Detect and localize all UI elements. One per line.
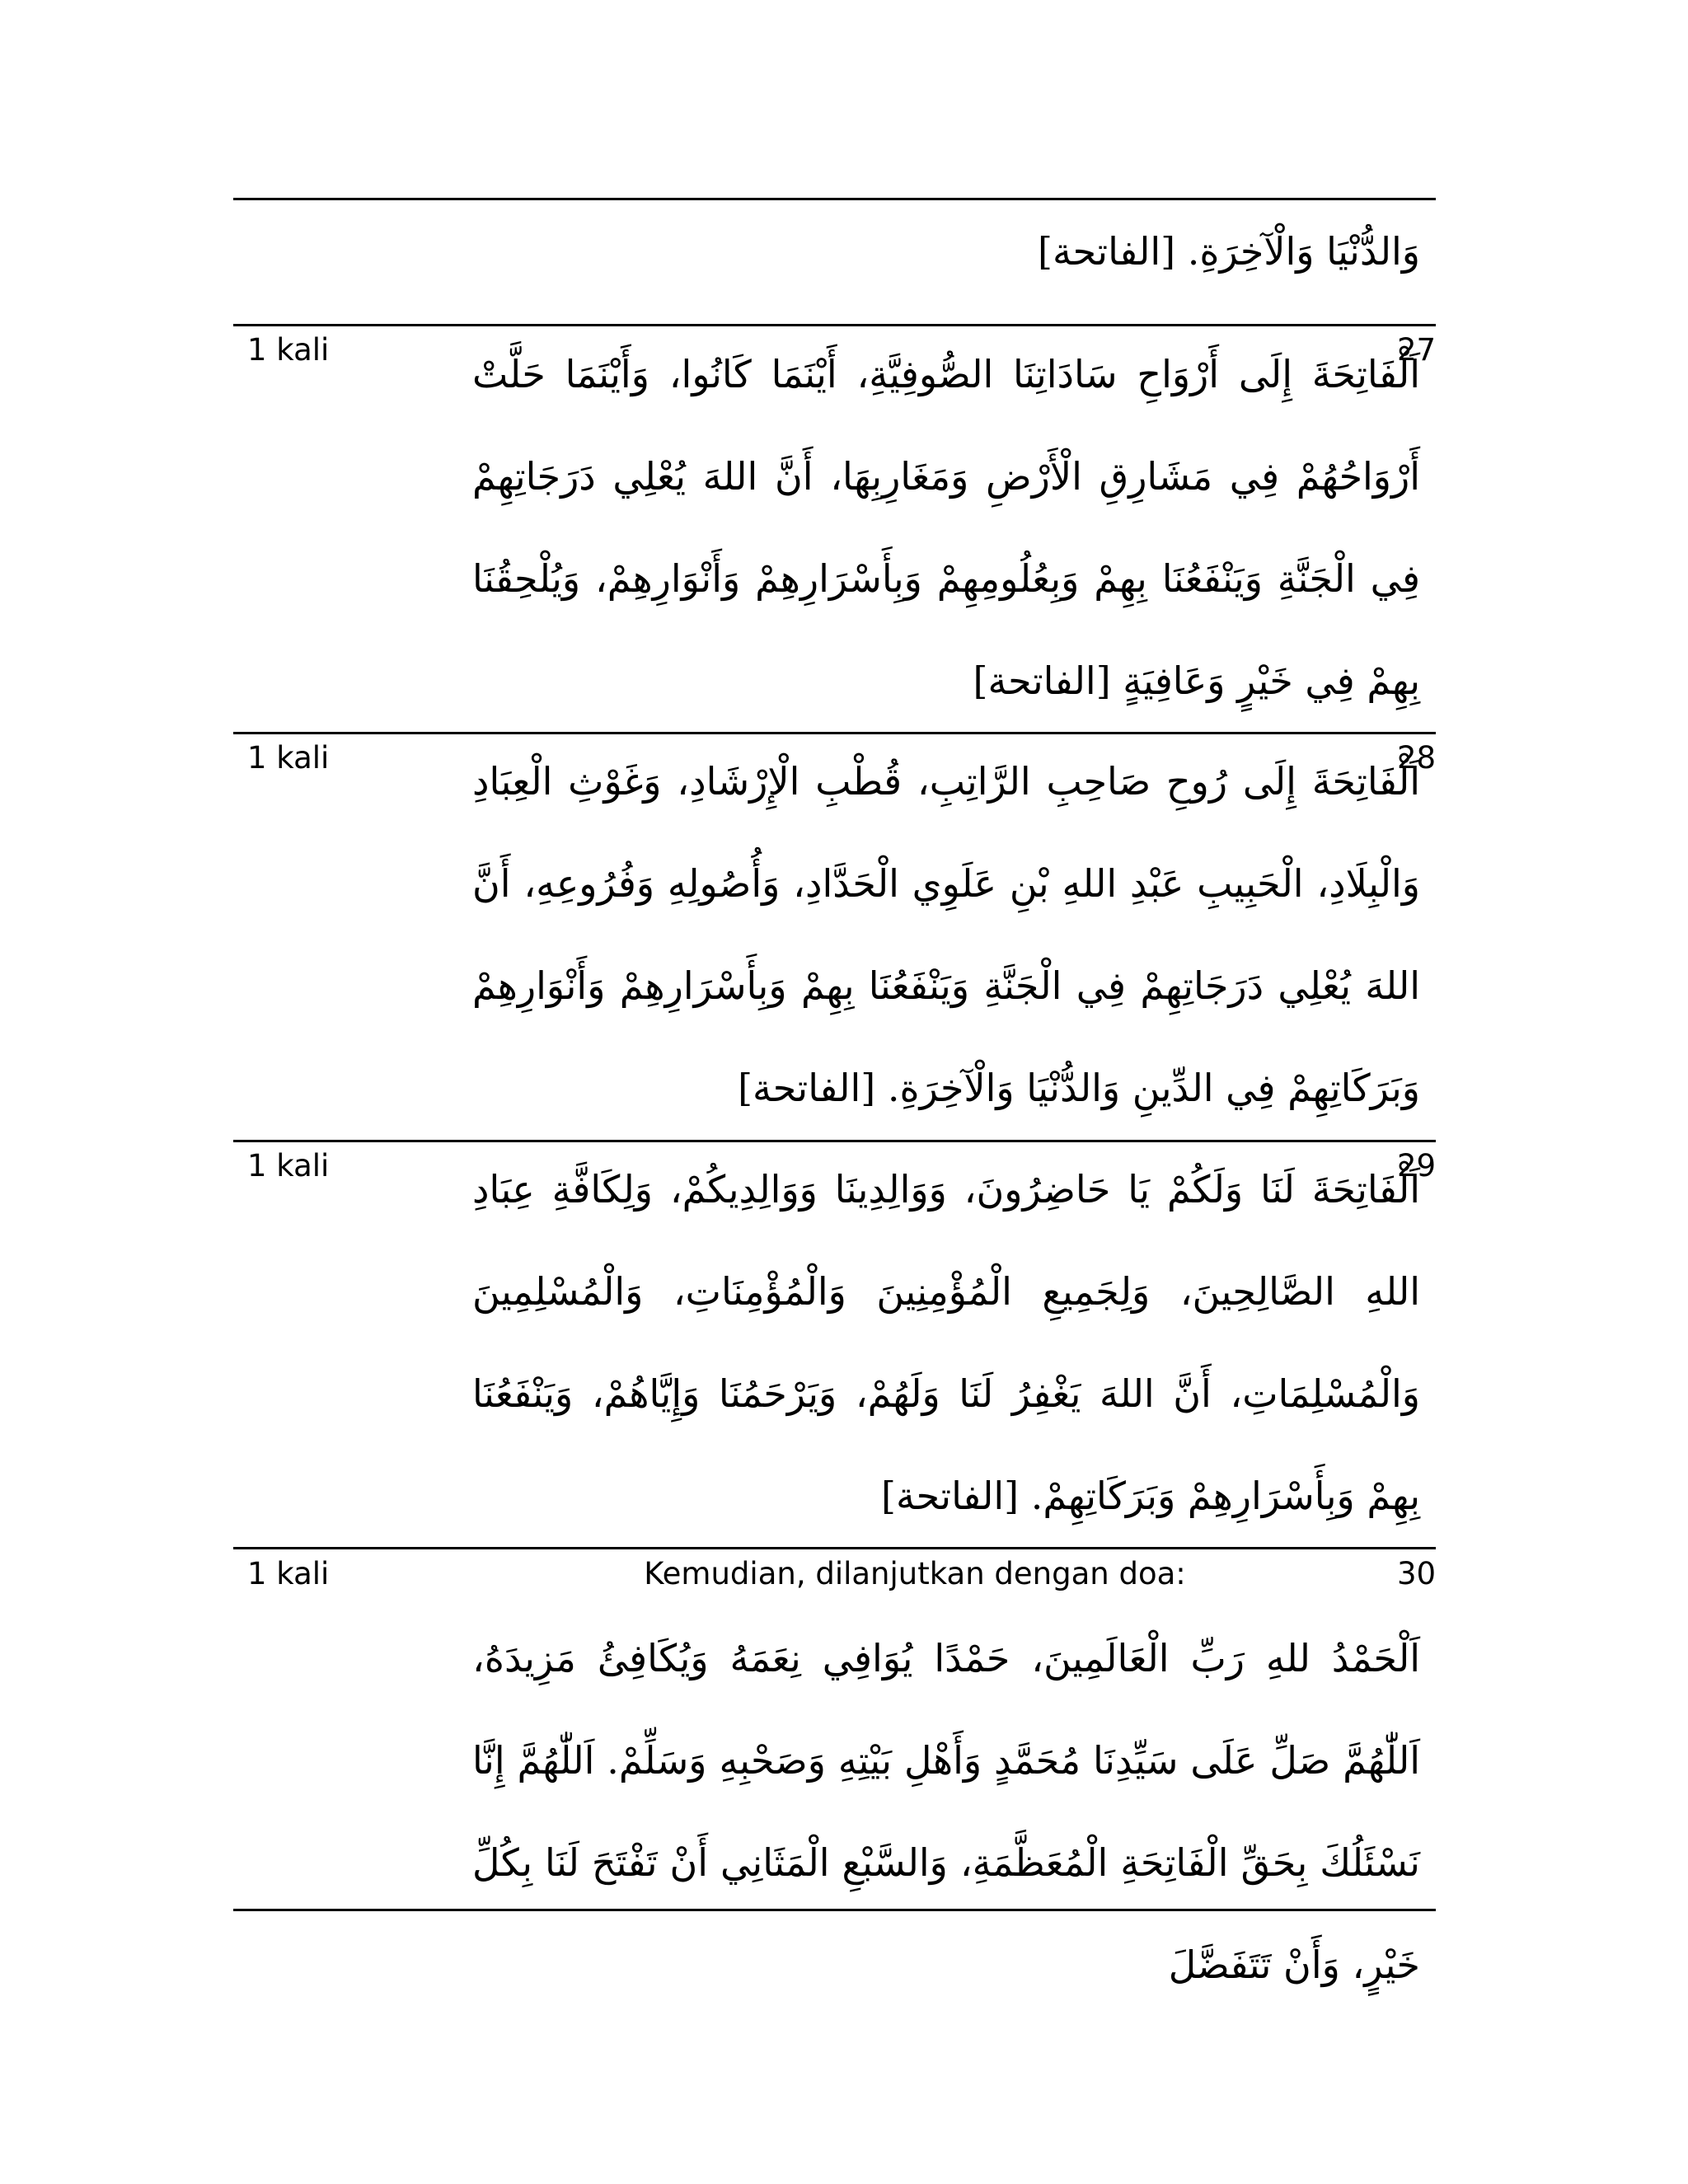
row-count-28: 1 kali [247, 740, 330, 776]
row-number-29: 29 [1397, 1148, 1437, 1183]
table-rule-30 [233, 1547, 1436, 1549]
row-count-30: 1 kali [247, 1556, 330, 1591]
row-text-29: اَلْفَاتِحَةَ لَنَا وَلَكُمْ يَا حَاضِرُونَ، وَوَالِدِينَا وَوَالِدِيكُمْ، وَلِكَافَّةِ عِبَادِ اللهِ الصَّالِحِينَ، وَلِجَمِيعِ الْمُؤْمِنِينَ وَالْمُؤْمِنَاتِ، وَالْمُسْلِمِينَ وَالْمُسْلِمَاتِ، أَنَّ اللهَ يَغْفِرُ لَنَا وَلَهُمْ، وَيَرْحَمُنَا وَإِيَّاهُمْ، وَيَنْفَعُنَا بِهِمْ وَبِأَسْرَارِهِمْ وَبَرَكَاتِهِمْ. [الفاتحة] [472, 1167, 1420, 1518]
row-number-27: 27 [1397, 332, 1437, 368]
table-rule-bottom [233, 1909, 1436, 1911]
row-text-30: اَلْحَمْدُ للهِ رَبِّ الْعَالَمِينَ، حَمْدًا يُوَافِي نِعَمَهُ وَيُكَافِئُ مَزِيدَهُ، اَللّٰهُمَّ صَلِّ عَلَى سَيِّدِنَا مُحَمَّدٍ وَأَهْلِ بَيْتِهِ وَصَحْبِهِ وَسَلِّمْ. اَللّٰهُمَّ إِنَّا نَسْئَلُكَ بِحَقِّ الْفَاتِحَةِ الْمُعَظَّمَةِ، وَالسَّبْعِ الْمَثَانِي أَنْ تَفْتَحَ لَنَا بِكُلِّ خَيْرٍ، وَأَنْ تَتَفَضَّلَ [472, 1636, 1420, 1987]
row-count-27: 1 kali [247, 332, 330, 368]
row-number-30: 30 [1397, 1556, 1437, 1591]
row-intro-30: Kemudian, dilanjutkan dengan doa: [644, 1556, 1186, 1591]
row-text-27: اَلْفَاتِحَةَ إِلَى أَرْوَاحِ سَادَاتِنَا الصُّوفِيَّةِ، أَيْنَمَا كَانُوا، وَأَيْنَمَا حَلَّتْ أَرْوَاحُهُمْ فِي مَشَارِقِ الْأَرْضِ وَمَغَارِبِهَا، أَنَّ اللهَ يُعْلِي دَرَجَاتِهِمْ فِي الْجَنَّةِ وَيَنْفَعُنَا بِهِمْ وَبِعُلُومِهِمْ وَبِأَسْرَارِهِمْ وَأَنْوَارِهِمْ، وَيُلْحِقُنَا بِهِمْ فِي خَيْرٍ وَعَافِيَةٍ [الفاتحة] [472, 352, 1420, 703]
row-number-28: 28 [1397, 740, 1437, 776]
row-text-28: اَلْفَاتِحَةَ إِلَى رُوحِ صَاحِبِ الرَّاتِبِ، قُطْبِ الْإِرْشَادِ، وَغَوْثِ الْعِبَادِ وَالْبِلَادِ، الْحَبِيبِ عَبْدِ اللهِ بْنِ عَلَوِي الْحَدَّادِ، وَأُصُولِهِ وَفُرُوعِهِ، أَنَّ اللهَ يُعْلِي دَرَجَاتِهِمْ فِي الْجَنَّةِ وَيَنْفَعُنَا بِهِمْ وَبِأَسْرَارِهِمْ وَأَنْوَارِهِمْ وَبَرَكَاتِهِمْ فِي الدِّينِ وَالدُّنْيَا وَالْآخِرَةِ. [الفاتحة] [472, 759, 1420, 1110]
row-text-continuation: وَالدُّنْيَا وَالْآخِرَةِ. [الفاتحة] [1038, 229, 1420, 274]
row-count-29: 1 kali [247, 1148, 330, 1183]
